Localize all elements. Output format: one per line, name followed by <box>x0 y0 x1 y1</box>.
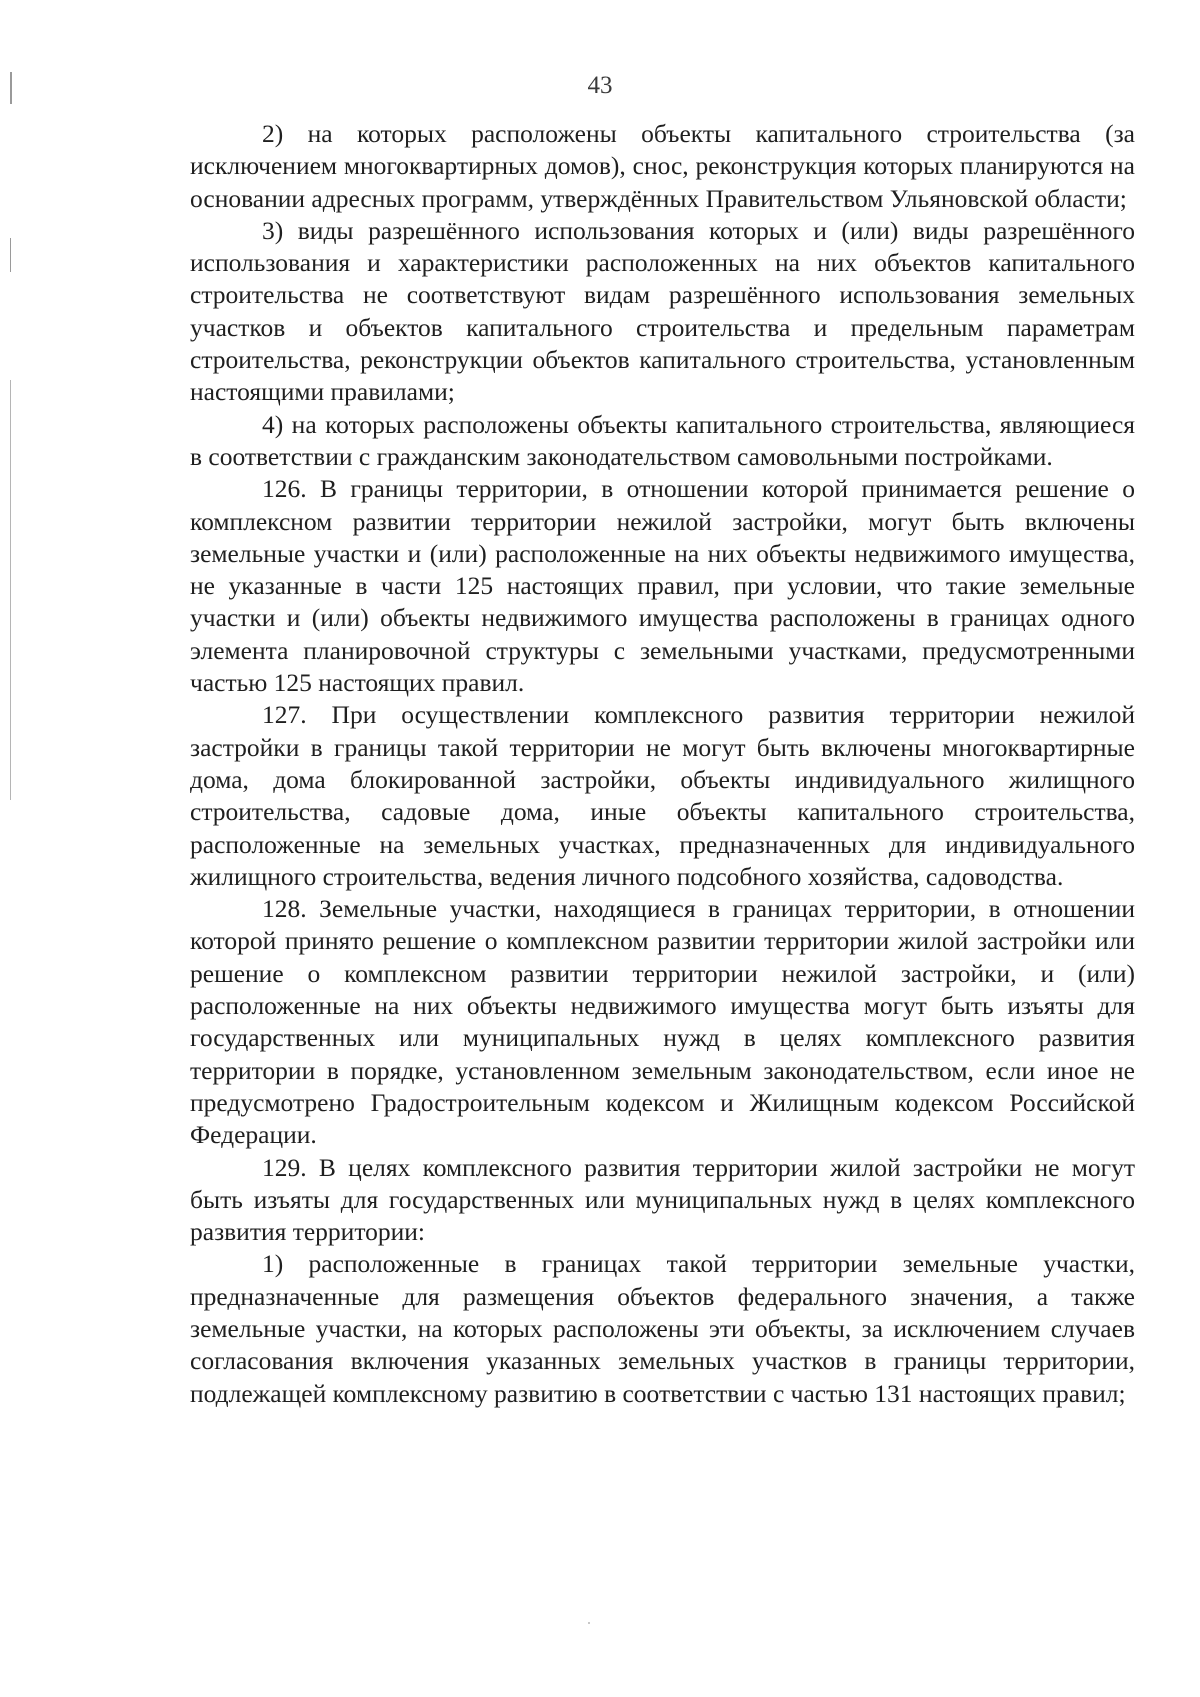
scan-speck <box>588 1622 590 1624</box>
paragraph-item-2: 2) на которых расположены объекты капитального строительства (за исключением многоквартирных домов), снос, реконструкция которых планируются на основании адресных программ, утверждённых Правительством Ульяновской области; <box>190 119 1135 213</box>
paragraph-129-item-1: 1) расположенные в границах такой территории земельные участки, предназначенные для размещения объектов федерального значения, а также земельные участки, на которых расположены эти объекты, за исключением случаев согласования включения указанных земельных участков в границы территории, подлежащей комплексному развитию в соответствии с частью 131 настоящих правил; <box>190 1249 1135 1408</box>
scan-edge-mark <box>10 380 11 800</box>
paragraph-126: 126. В границы территории, в отношении которой принимается решение о комплексном развитии территории нежилой застройки, могут быть включены земельные участки и (или) расположенные на них объекты недвижимого имущества, не указанные в части 125 настоящих правил, при условии, что такие земельные участки и (или) объекты недвижимого имущества расположены в границах одного элемента планировочной структуры с земельными участками, предусмотренными частью 125 настоящих правил. <box>190 474 1135 698</box>
paragraph-128: 128. Земельные участки, находящиеся в границах территории, в отношении которой принято решение о комплексном развитии территории жилой застройки или решение о комплексном развитии территории нежилой застройки, и (или) расположенные на них объекты недвижимого имущества могут быть изъяты для государственных или муниципальных нужд в целях комплексного развития территории в порядке, установленном земельным законодательством, если иное не предусмотрено Градостроительным кодексом и Жилищным кодексом Российской Федерации. <box>190 894 1135 1150</box>
paragraph-129: 129. В целях комплексного развития территории жилой застройки не могут быть изъяты для государственных или муниципальных нужд в целях комплексного развития территории: <box>190 1152 1135 1247</box>
paragraph-item-4: 4) на которых расположены объекты капитального строительства, являющиеся в соответствии с гражданским законодательством самовольными постройками. <box>190 409 1135 471</box>
paragraph-item-3: 3) виды разрешённого использования которых и (или) виды разрешённого использования и характеристики расположенных на них объектов капитального строительства не соответствуют видам разрешённого использования земельных участков и объектов капитального строительства и предельным параметрам строительства, реконструкции объектов капитального строительства, установленным настоящими правилами; <box>190 215 1135 407</box>
paragraph-127: 127. При осуществлении комплексного развития территории нежилой застройки в границы такой территории не могут быть включены многоквартирные дома, дома блокированной застройки, объекты индивидуального жилищного строительства, садовые дома, иные объекты капитального строительства, расположенные на земельных участках, предназначенных для индивидуального жилищного строительства, ведения личного подсобного хозяйства, садоводства. <box>190 700 1135 891</box>
page-number: 43 <box>587 72 613 99</box>
document-body <box>190 118 1135 1410</box>
scan-edge-mark <box>10 238 11 272</box>
